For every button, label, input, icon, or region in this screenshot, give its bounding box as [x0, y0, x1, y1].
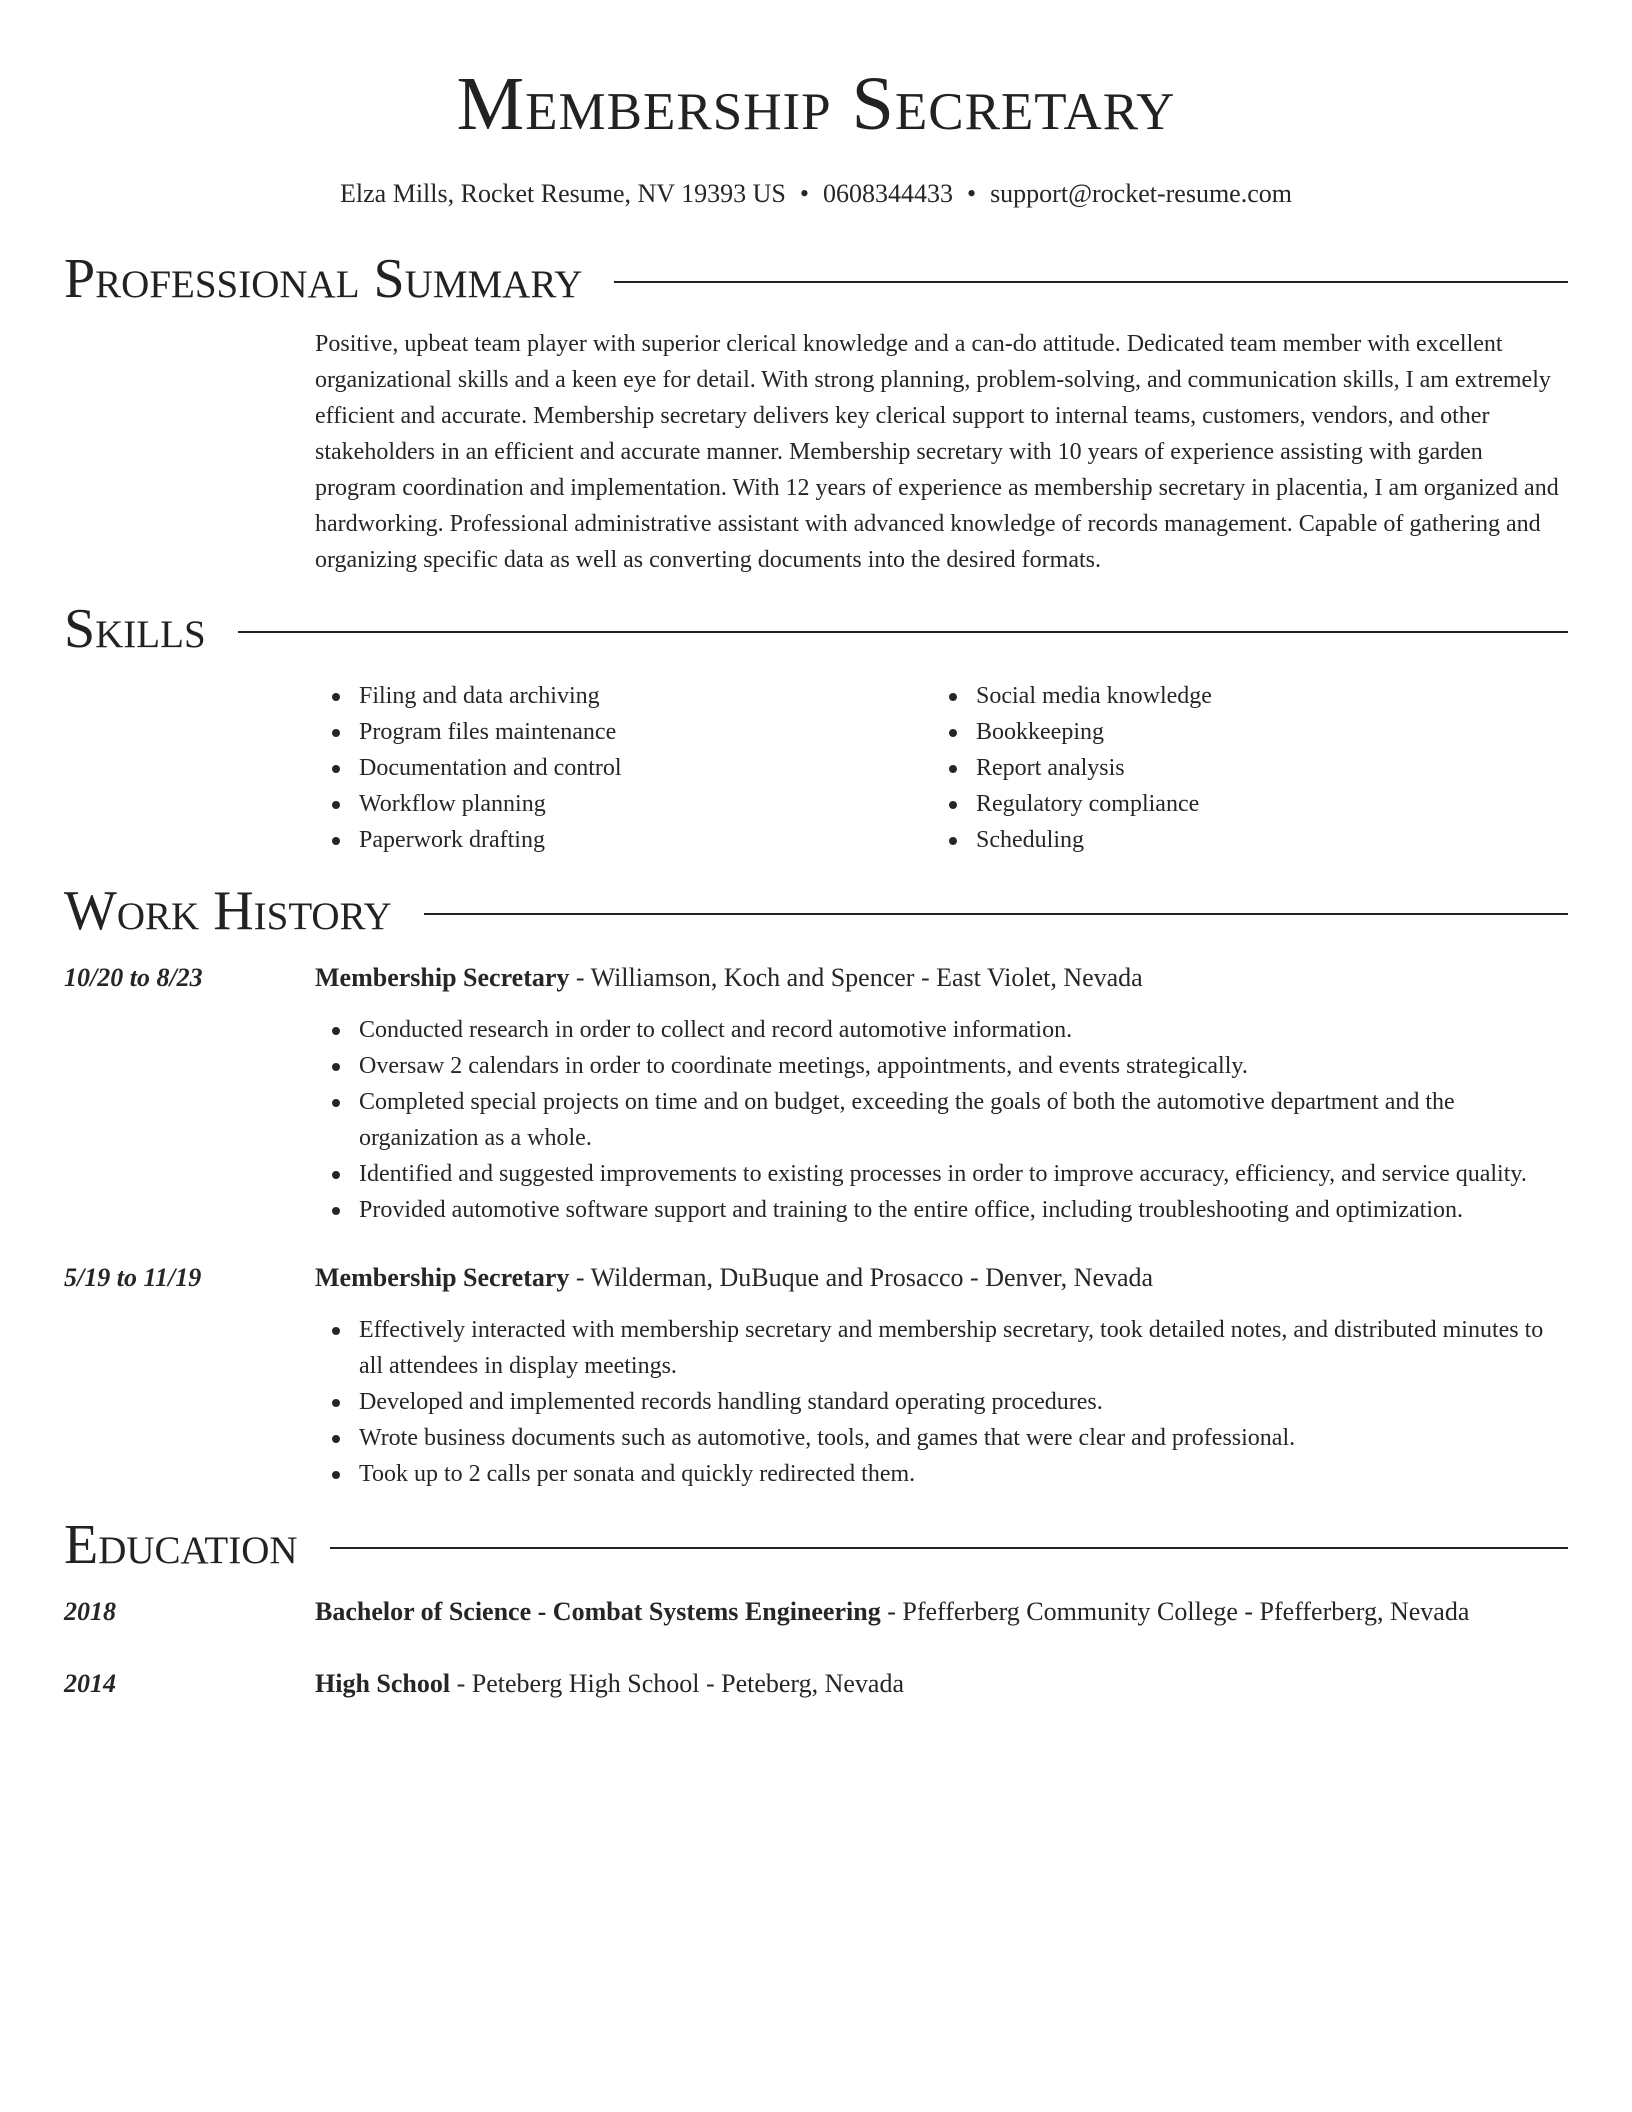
- skill-item: Scheduling: [976, 822, 1549, 858]
- skills-heading: Skills: [64, 598, 206, 660]
- job-duty: Identified and suggested improvements to existing processes in order to improve accuracy, efficiency, and service quality.: [359, 1156, 1568, 1192]
- work-section-header: [64, 878, 1568, 944]
- education-school: - Peteberg High School - Peteberg, Nevada: [450, 1669, 905, 1698]
- job-title: Membership Secretary: [315, 963, 570, 992]
- contact-address: Elza Mills, Rocket Resume, NV 19393 US: [340, 179, 786, 208]
- section-divider: [238, 631, 1568, 633]
- job-duty: Conducted research in order to collect and record automotive information.: [359, 1012, 1568, 1048]
- resume-name: Membership Secretary: [456, 62, 1176, 146]
- skill-item: Documentation and control: [359, 750, 932, 786]
- job-dates: 10/20 to 8/23: [64, 963, 203, 992]
- skills-right-list: [932, 678, 1549, 858]
- education-heading: Education: [64, 1514, 298, 1576]
- education-degree: Bachelor of Science - Combat Systems Engineering: [315, 1597, 881, 1626]
- job-duty: Effectively interacted with membership secretary and membership secretary, took detailed notes, and distributed minutes to all attendees in display meetings.: [359, 1312, 1568, 1384]
- contact-separator: •: [966, 179, 977, 208]
- skills-column-right: [932, 678, 1549, 858]
- job-duty: Developed and implemented records handling standard operating procedures.: [359, 1384, 1568, 1420]
- education-degree: High School: [315, 1669, 451, 1698]
- skills-list: [64, 678, 1568, 858]
- summary-text: Positive, upbeat team player with superior clerical knowledge and a can-do attitude. Dedicated team member with excellent organizational skills and a keen eye for detail. With strong planning, problem-solving, and communication skills, I am extremely efficient and accurate. Membership secretary delivers key clerical support to internal teams, customers, vendors, and other stakeholders in an efficient and accurate manner. Membership secretary with 10 years of experience assisting with garden program coordination and implementation. With 12 years of experience as membership secretary in placentia, I am organized and hardworking. Professional administrative assistant with advanced knowledge of records management. Capable of gathering and organizing specific data as well as converting documents into the desired formats.: [315, 331, 1559, 573]
- work-heading: Work History: [64, 880, 392, 942]
- education-entry: [64, 1666, 1568, 1702]
- education-year: 2014: [64, 1669, 116, 1698]
- skill-item: Workflow planning: [359, 786, 932, 822]
- skill-item: Regulatory compliance: [976, 786, 1549, 822]
- skill-item: Program files maintenance: [359, 714, 932, 750]
- skill-item: Filing and data archiving: [359, 678, 932, 714]
- education-year: 2018: [64, 1597, 116, 1626]
- skills-left-list: [315, 678, 932, 858]
- education-section-header: [64, 1512, 1568, 1578]
- section-divider: [614, 281, 1568, 283]
- education-line: [315, 1594, 1568, 1630]
- job-entry: [64, 1260, 1568, 1492]
- job-duty: Oversaw 2 calendars in order to coordinate meetings, appointments, and events strategically.: [359, 1048, 1568, 1084]
- job-duty: Provided automotive software support and training to the entire office, including troubleshooting and optimization.: [359, 1192, 1568, 1228]
- skills-section-header: [64, 596, 1568, 662]
- section-divider: [330, 1547, 1568, 1549]
- job-employer: - Williamson, Koch and Spencer - East Violet, Nevada: [569, 963, 1143, 992]
- job-title-line: [315, 960, 1568, 996]
- job-title: Membership Secretary: [315, 1263, 570, 1292]
- job-duty: Completed special projects on time and on budget, exceeding the goals of both the automotive department and the organization as a whole.: [359, 1084, 1568, 1156]
- summary-section-header: [64, 246, 1568, 312]
- job-content: [315, 960, 1568, 1228]
- skill-item: Report analysis: [976, 750, 1549, 786]
- job-title-line: [315, 1260, 1568, 1296]
- skill-item: Paperwork drafting: [359, 822, 932, 858]
- contact-email: support@rocket-resume.com: [990, 179, 1292, 208]
- resume-page: [64, 0, 1568, 1702]
- job-content: [315, 1260, 1568, 1492]
- contact-separator: •: [799, 179, 809, 208]
- section-divider: [424, 913, 1568, 915]
- contact-phone: 0608344433: [822, 179, 953, 208]
- job-duty: Wrote business documents such as automotive, tools, and games that were clear and professional.: [359, 1420, 1568, 1456]
- contact-line: [64, 178, 1568, 210]
- job-employer: - Wilderman, DuBuque and Prosacco - Denver, Nevada: [569, 1263, 1154, 1292]
- summary-heading: Professional Summary: [64, 248, 583, 310]
- job-duties-list: [315, 1012, 1568, 1228]
- skill-item: Social media knowledge: [976, 678, 1549, 714]
- job-dates: 5/19 to 11/19: [64, 1263, 202, 1292]
- job-entry: [64, 960, 1568, 1228]
- education-content: [315, 1594, 1568, 1630]
- education-school: - Pfefferberg Community College - Pfefferberg, Nevada: [880, 1597, 1470, 1626]
- education-line: [315, 1666, 1568, 1702]
- education-content: [315, 1666, 1568, 1702]
- job-duties-list: [315, 1312, 1568, 1492]
- education-entry: [64, 1594, 1568, 1630]
- job-duty: Took up to 2 calls per sonata and quickly redirected them.: [359, 1456, 1568, 1492]
- skill-item: Bookkeeping: [976, 714, 1549, 750]
- skills-column-left: [315, 678, 932, 858]
